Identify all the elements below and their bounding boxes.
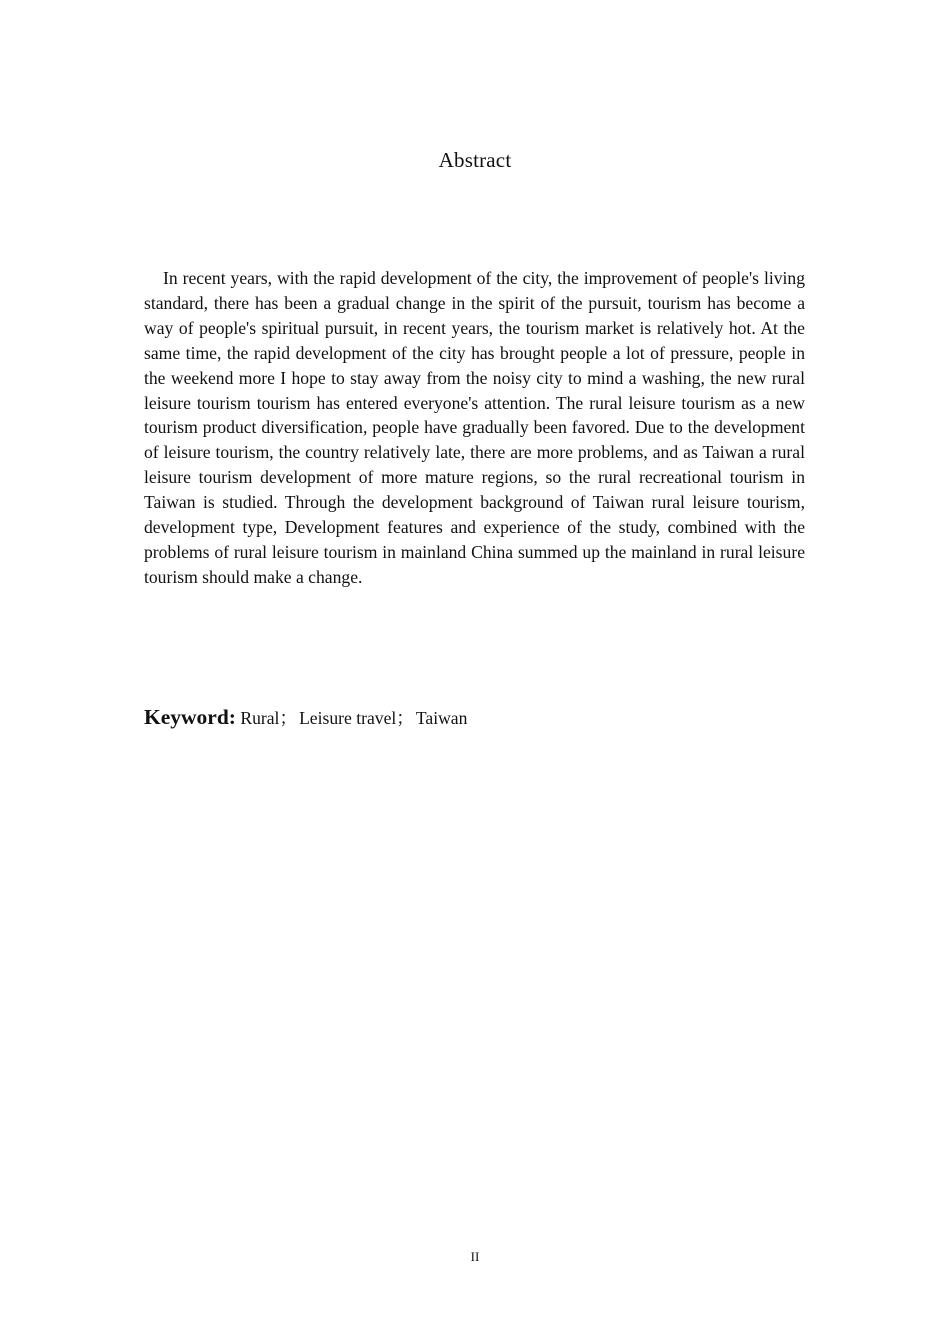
keyword-item: Rural: [240, 708, 280, 728]
abstract-title: Abstract: [438, 148, 512, 172]
keyword-separator: ；: [279, 708, 298, 728]
keywords-line: [144, 703, 805, 732]
keywords-label: Keyword:: [144, 705, 236, 729]
keyword-item: Leisure travel: [299, 708, 397, 728]
keyword-item: Taiwan: [415, 708, 468, 728]
abstract-body: In recent years, with the rapid development of the city, the improvement of people's living standard, there has been a gradual change in the spirit of the pursuit, tourism has become a way of people's spiritual pursuit, in recent years, the tourism market is relatively hot. At the same time, the rapid development of the city has brought people a lot of pressure, people in the weekend more I hope to stay away from the noisy city to mind a washing, the new rural leisure tourism tourism has entered everyone's attention. The rural leisure tourism as a new tourism product diversification, people have gradually been favored. Due to the development of leisure tourism, the country relatively late, there are more problems, and as Taiwan a rural leisure tourism development of more mature regions, so the rural recreational tourism in Taiwan is studied. Through the development background of Taiwan rural leisure tourism, development type, Development features and experience of the study, combined with the problems of rural leisure tourism in mainland China summed up the mainland in rural leisure tourism should make a change.: [144, 268, 805, 587]
page-number: II: [470, 1249, 480, 1264]
keyword-separator: ；: [396, 708, 414, 728]
